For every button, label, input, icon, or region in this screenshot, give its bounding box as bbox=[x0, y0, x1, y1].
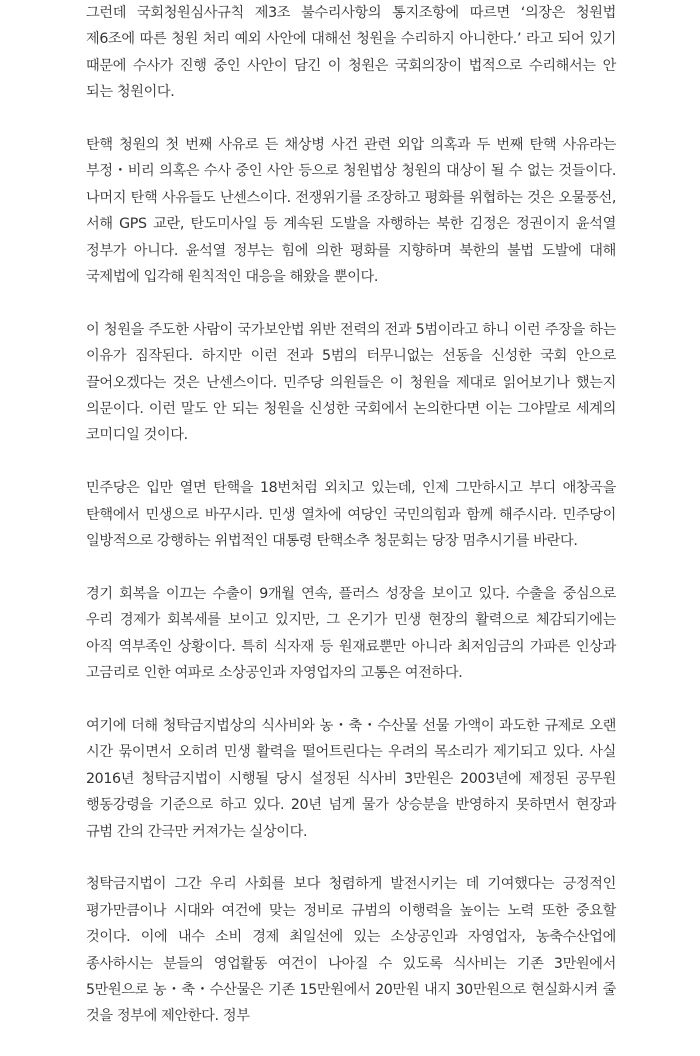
paragraph-5: 경기 회복을 이끄는 수출이 9개월 연속, 플러스 성장을 보이고 있다. 수출을 중심으로 우리 경제가 회복세를 보이고 있지만, 그 온기가 민생 현장의 활력으로 체감되기에는 아직 역부족인 상황이다. 특히 식자재 등 원재료뿐만 아니라 최저임금의 가파른 인상과 고금리로 인한 여파로 소상공인과 자영업자의 고통은 여전하다. bbox=[86, 585, 616, 682]
paragraph-7: 청탁금지법이 그간 우리 사회를 보다 청렴하게 발전시키는 데 기여했다는 긍정적인 평가만큼이나 시대와 여건에 맞는 정비로 규범의 이행력을 높이는 노력 또한 중요할 것이다. 이에 내수 소비 경제 최일선에 있는 소상공인과 자영업자, 농축수산업에 종사하시는 분들의 영업활동 여건이 나아질 수 있도록 식사비는 기존 3만원에서 5만원으로 농・축・수산물은 기존 15만원에서 20만원 내지 30만원으로 현실화시켜 줄 것을 정부에 제안한다. 정부 bbox=[86, 876, 616, 1025]
paragraph-6: 여기에 더해 청탁금지법상의 식사비와 농・축・수산물 선물 가액이 과도한 규제로 오랜 시간 묶이면서 오히려 민생 활력을 떨어트린다는 우려의 목소리가 제기되고 있다. 사실 2016년 청탁금지법이 시행될 당시 설정된 식사비 3만원은 2003년에 제정된 공무원 행동강령을 기준으로 하고 있다. 20년 넘게 물가 상승분을 반영하지 못하면서 현장과 규범 간의 간극만 커져가는 실상이다. bbox=[86, 717, 616, 840]
paragraph-4: 민주당은 입만 열면 탄핵을 18번처럼 외치고 있는데, 인제 그만하시고 부디 애창곡을 탄핵에서 민생으로 바꾸시라. 민생 열차에 여당인 국민의힘과 함께 해주시라. 민주당이 일방적으로 강행하는 위법적인 대통령 탄핵소추 청문회는 당장 멈추시기를 바란다. bbox=[86, 480, 616, 550]
paragraph-2: 탄핵 청원의 첫 번째 사유로 든 채상병 사건 관련 외압 의혹과 두 번째 탄핵 사유라는 부정・비리 의혹은 수사 중인 사안 등으로 청원법상 청원의 대상이 될 수 없는 것들이다. 나머지 탄핵 사유들도 난센스이다. 전쟁위기를 조장하고 평화를 위협하는 것은 오물풍선, 서해 GPS 교란, 탄도미사일 등 계속된 도발을 자행하는 북한 김정은 정권이지 윤석열 정부가 아니다. 윤석열 정부는 힘에 의한 평화를 지향하며 북한의 불법 도발에 대해 국제법에 입각해 원칙적인 대응을 해왔을 뿐이다. bbox=[86, 137, 616, 286]
article-body bbox=[86, 0, 616, 1056]
paragraph-1: 그런데 국회청원심사규칙 제3조 불수리사항의 통지조항에 따르면 ‘의장은 청원법 제6조에 따른 청원 처리 예외 사안에 대해선 청원을 수리하지 아니한다.’ 라고 되어 있기 때문에 수사가 진행 중인 사안이 담긴 이 청원은 국회의장이 법적으로 수리해서는 안 되는 청원이다. bbox=[86, 5, 616, 101]
paragraph-3: 이 청원을 주도한 사람이 국가보안법 위반 전력의 전과 5범이라고 하니 이런 주장을 하는 이유가 짐작된다. 하지만 이런 전과 5범의 터무니없는 선동을 신성한 국회 안으로 끌어오겠다는 것은 난센스이다. 민주당 의원들은 이 청원을 제대로 읽어보기나 했는지 의문이다. 이런 말도 안 되는 청원을 신성한 국회에서 논의한다면 이는 그야말로 세계의 코미디일 것이다. bbox=[86, 321, 616, 444]
